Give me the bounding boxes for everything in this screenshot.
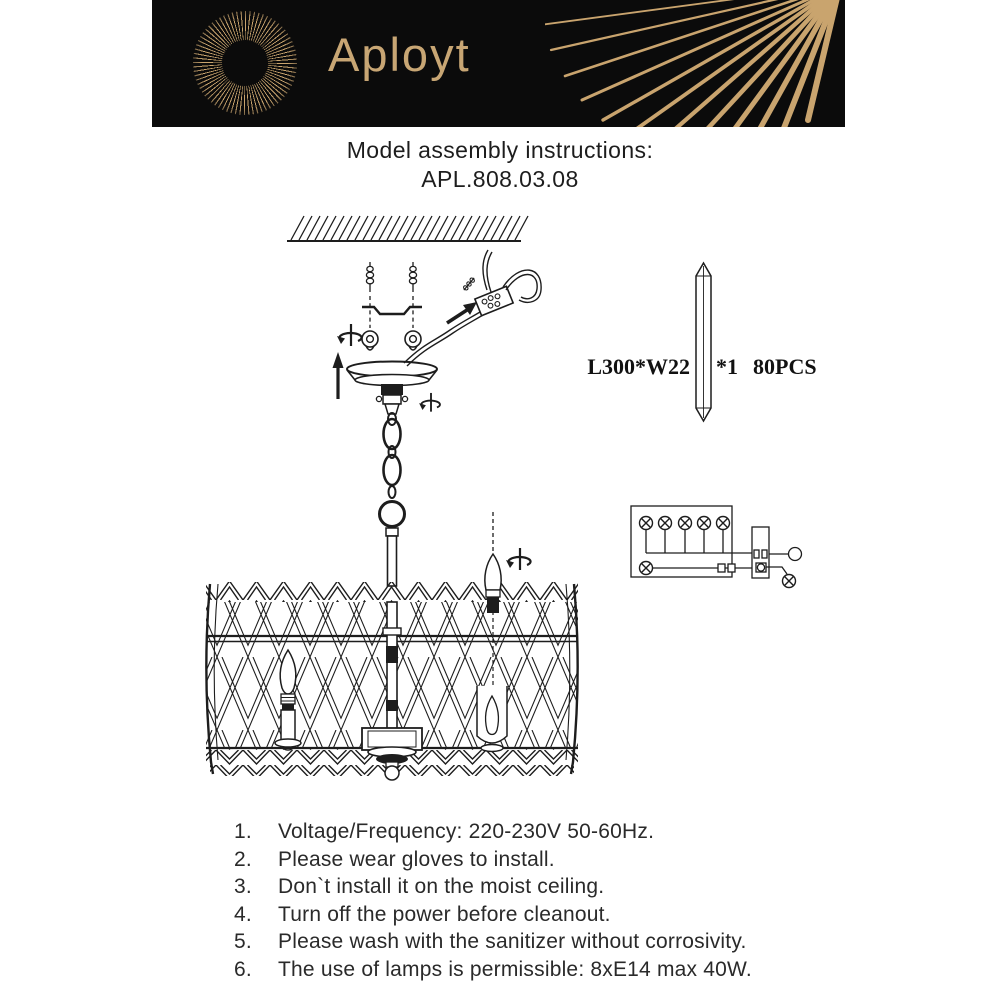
rotate-arrow-icon bbox=[506, 548, 531, 570]
instruction-text: Turn off the power before cleanout. bbox=[278, 902, 611, 926]
rotate-arrow-icon bbox=[337, 324, 362, 346]
brand-name: Aployt bbox=[328, 28, 471, 81]
instruction-item bbox=[234, 820, 752, 848]
instruction-text: Please wear gloves to install. bbox=[278, 847, 555, 871]
instruction-text: Don`t install it on the moist ceiling. bbox=[278, 875, 605, 899]
instruction-number: 4. bbox=[234, 902, 252, 926]
instruction-number: 5. bbox=[234, 930, 252, 954]
screw-icon bbox=[462, 276, 476, 291]
hanging-chain bbox=[380, 413, 405, 586]
instruction-item bbox=[234, 848, 752, 876]
instruction-number: 3. bbox=[234, 875, 252, 899]
instruction-list bbox=[194, 820, 752, 986]
instruction-item bbox=[234, 930, 752, 958]
instruction-text: Please wash with the sanitizer without corrosivity. bbox=[278, 930, 747, 954]
candle-bulb-install bbox=[485, 512, 501, 613]
wiring-diagram bbox=[631, 506, 802, 588]
crystal-size-label: L300*W22 bbox=[587, 354, 690, 379]
instruction-item bbox=[234, 903, 752, 931]
instruction-item bbox=[234, 958, 752, 986]
instruction-number: 6. bbox=[234, 957, 252, 981]
instruction-number: 1. bbox=[234, 820, 252, 843]
ceiling-hatch bbox=[287, 216, 528, 241]
crystal-qty-label: *1 bbox=[716, 354, 738, 379]
instruction-text: Voltage/Frequency: 220-230V 50-60Hz. bbox=[278, 820, 655, 843]
power-wire-connector bbox=[404, 250, 541, 366]
lift-arrow-icon bbox=[333, 352, 344, 399]
rotate-arrow-icon bbox=[419, 393, 440, 412]
crystal-strip bbox=[696, 263, 711, 421]
crystal-pcs-label: 80PCS bbox=[753, 354, 817, 379]
insert-arrow-icon bbox=[447, 302, 477, 323]
model-code: APL.808.03.08 bbox=[421, 165, 579, 192]
sheet-title: Model assembly instructions: bbox=[346, 137, 654, 163]
instruction-text: The use of lamps is permissible: 8xE14 max 40W. bbox=[278, 957, 752, 981]
instruction-item bbox=[234, 875, 752, 903]
instruction-number: 2. bbox=[234, 847, 252, 871]
